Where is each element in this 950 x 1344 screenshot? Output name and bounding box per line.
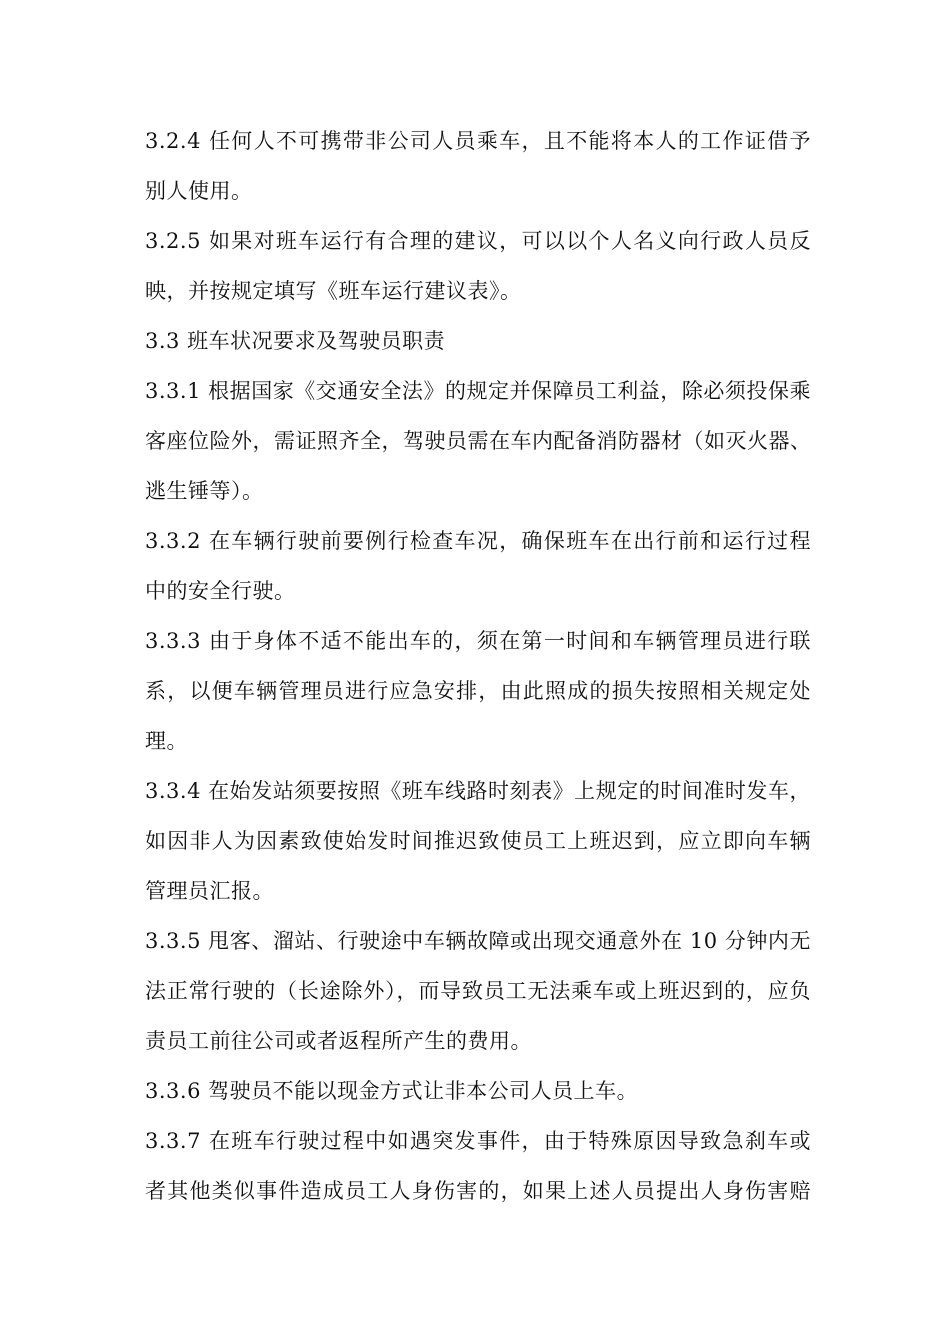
text-line: 3.3.7 在班车行驶过程中如遇突发事件，由于特殊原因导致急刹车或 — [145, 1129, 811, 1153]
text-line: 系，以便车辆管理员进行应急安排，由此照成的损失按照相关规定处 — [145, 679, 811, 703]
text-line: 逃生锤等）。 — [145, 479, 264, 503]
text-line: 3.3.3 由于身体不适不能出车的，须在第一时间和车辆管理员进行联 — [145, 629, 811, 653]
text-line: 客座位险外，需证照齐全，驾驶员需在车内配备消防器材（如灭火器、 — [145, 429, 812, 453]
text-line: 3.2.4 任何人不可携带非公司人员乘车，且不能将本人的工作证借予 — [145, 129, 811, 153]
text-line: 责员工前往公司或者返程所产生的费用。 — [145, 1029, 532, 1053]
text-line: 3.3.4 在始发站须要按照《班车线路时刻表》上规定的时间准时发车， — [145, 779, 811, 803]
text-line: 管理员汇报。 — [145, 879, 274, 903]
text-line: 别人使用。 — [145, 179, 253, 203]
text-line: 理。 — [145, 729, 188, 753]
text-line: 3.2.5 如果对班车运行有合理的建议，可以以个人名义向行政人员反 — [145, 229, 811, 253]
section-heading: 3.3 班车状况要求及驾驶员职责 — [145, 329, 446, 353]
text-line: 如因非人为因素致使始发时间推迟致使员工上班迟到，应立即向车辆 — [145, 829, 811, 853]
text-line: 中的安全行驶。 — [145, 579, 296, 603]
text-line: 3.3.1 根据国家《交通安全法》的规定并保障员工利益，除必须投保乘 — [145, 379, 811, 403]
text-line: 3.3.2 在车辆行驶前要例行检查车况，确保班车在出行前和运行过程 — [145, 529, 811, 553]
document-body — [145, 116, 811, 1216]
text-line: 映，并按规定填写《班车运行建议表》。 — [145, 279, 522, 303]
text-line: 法正常行驶的（长途除外），而导致员工无法乘车或上班迟到的，应负 — [145, 979, 811, 1003]
text-line: 者其他类似事件造成员工人身伤害的，如果上述人员提出人身伤害赔 — [145, 1179, 811, 1203]
text-line: 3.3.6 驾驶员不能以现金方式让非本公司人员上车。 — [145, 1079, 639, 1103]
text-line: 3.3.5 甩客、溜站、行驶途中车辆故障或出现交通意外在 10 分钟内无 — [145, 929, 811, 953]
